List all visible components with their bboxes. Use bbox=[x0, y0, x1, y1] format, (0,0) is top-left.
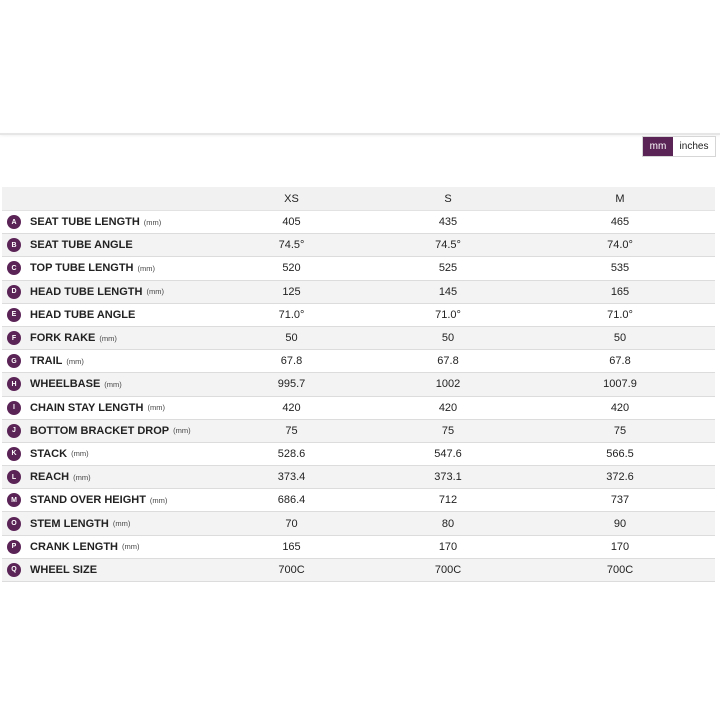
value-s: 50 bbox=[441, 332, 455, 345]
row-letter-badge: M bbox=[7, 493, 21, 507]
row-letter-badge: J bbox=[7, 424, 21, 438]
value-m: 566.5 bbox=[606, 447, 634, 460]
unit-toggle bbox=[642, 136, 716, 157]
row-label-cell bbox=[2, 331, 244, 345]
row-measurement-name: WHEELBASE bbox=[30, 378, 101, 391]
row-unit-label: (mm) bbox=[137, 263, 155, 273]
value-s: 75 bbox=[441, 424, 455, 437]
row-letter-badge: I bbox=[7, 401, 21, 415]
size-header-xs: XS bbox=[284, 192, 299, 205]
value-xs: 373.4 bbox=[277, 471, 306, 484]
value-xs: 75 bbox=[285, 424, 298, 437]
table-row bbox=[2, 466, 715, 489]
row-unit-label: (mm) bbox=[73, 472, 91, 482]
value-m: 737 bbox=[610, 494, 630, 507]
row-measurement-name: STACK bbox=[30, 447, 68, 460]
geometry-table bbox=[2, 187, 715, 582]
row-letter-badge: C bbox=[7, 261, 21, 275]
value-s: 1002 bbox=[435, 378, 461, 391]
row-letter-badge: G bbox=[7, 354, 21, 368]
value-s: 700C bbox=[434, 563, 462, 576]
value-s: 525 bbox=[438, 262, 458, 275]
row-label-cell bbox=[2, 354, 244, 368]
row-letter-badge: F bbox=[7, 331, 21, 345]
row-label-cell bbox=[2, 285, 244, 299]
row-unit-label: (mm) bbox=[71, 449, 89, 459]
value-s: 420 bbox=[438, 401, 458, 414]
table-row bbox=[2, 281, 715, 304]
row-letter-badge: A bbox=[7, 215, 21, 229]
row-measurement-name: STEM LENGTH bbox=[30, 517, 109, 530]
value-s: 435 bbox=[438, 216, 458, 229]
row-letter-badge: L bbox=[7, 470, 21, 484]
value-xs: 74.5° bbox=[278, 239, 305, 252]
value-s: 71.0° bbox=[435, 308, 461, 321]
value-m: 170 bbox=[610, 540, 630, 553]
row-unit-label: (mm) bbox=[112, 519, 131, 529]
value-m: 50 bbox=[613, 332, 627, 345]
value-s: 67.8 bbox=[437, 355, 459, 368]
size-header-s: S bbox=[444, 192, 452, 205]
table-row bbox=[2, 559, 715, 582]
table-row bbox=[2, 397, 715, 420]
row-letter-badge: D bbox=[7, 285, 21, 299]
value-xs: 67.8 bbox=[280, 355, 303, 368]
value-m: 75 bbox=[613, 424, 627, 437]
row-measurement-name: STAND OVER HEIGHT bbox=[30, 494, 146, 507]
value-m: 67.8 bbox=[609, 355, 631, 368]
table-row bbox=[2, 257, 715, 280]
value-s: 145 bbox=[438, 285, 458, 298]
table-row bbox=[2, 304, 715, 327]
row-label-cell bbox=[2, 215, 244, 229]
size-header-m: M bbox=[615, 192, 625, 205]
value-s: 170 bbox=[438, 540, 458, 553]
row-unit-label: (mm) bbox=[104, 379, 122, 389]
table-row bbox=[2, 489, 715, 512]
value-xs: 125 bbox=[282, 285, 301, 298]
table-header-row bbox=[2, 187, 715, 211]
value-m: 372.6 bbox=[606, 471, 634, 484]
row-unit-label: (mm) bbox=[66, 356, 84, 366]
mm-unit-button[interactable]: mm bbox=[643, 137, 673, 156]
value-m: 1007.9 bbox=[603, 378, 637, 391]
row-measurement-name: SEAT TUBE LENGTH bbox=[30, 216, 140, 229]
value-xs: 420 bbox=[282, 401, 301, 414]
value-xs: 520 bbox=[282, 262, 301, 275]
value-m: 700C bbox=[606, 563, 634, 576]
value-s: 80 bbox=[441, 517, 455, 530]
row-letter-badge: K bbox=[7, 447, 21, 461]
row-label-cell bbox=[2, 563, 244, 577]
row-measurement-name: HEAD TUBE LENGTH bbox=[30, 285, 143, 298]
row-label-cell bbox=[2, 470, 244, 484]
value-m: 165 bbox=[610, 285, 630, 298]
row-measurement-name: HEAD TUBE ANGLE bbox=[30, 308, 136, 321]
row-label-cell bbox=[2, 377, 244, 391]
row-unit-label: (mm) bbox=[146, 287, 164, 297]
table-row bbox=[2, 443, 715, 466]
value-xs: 165 bbox=[282, 540, 301, 553]
row-letter-badge: O bbox=[7, 517, 21, 531]
value-xs: 50 bbox=[285, 332, 298, 345]
value-m: 535 bbox=[610, 262, 630, 275]
table-row bbox=[2, 512, 715, 535]
row-unit-label: (mm) bbox=[149, 495, 168, 505]
row-measurement-name: REACH bbox=[30, 471, 70, 484]
row-label-cell bbox=[2, 308, 244, 322]
table-row bbox=[2, 234, 715, 257]
value-xs: 686.4 bbox=[277, 494, 306, 507]
row-unit-label: (mm) bbox=[173, 426, 191, 436]
value-m: 71.0° bbox=[607, 308, 633, 321]
row-unit-label: (mm) bbox=[143, 217, 162, 227]
value-s: 712 bbox=[438, 494, 458, 507]
row-measurement-name: TRAIL bbox=[30, 355, 63, 368]
row-label-cell bbox=[2, 401, 244, 415]
value-xs: 405 bbox=[282, 216, 301, 229]
row-unit-label: (mm) bbox=[147, 403, 165, 413]
top-divider bbox=[0, 133, 720, 135]
table-row bbox=[2, 211, 715, 234]
row-label-cell bbox=[2, 238, 244, 252]
row-measurement-name: CHAIN STAY LENGTH bbox=[30, 401, 144, 414]
value-xs: 528.6 bbox=[277, 447, 306, 460]
row-label-cell bbox=[2, 540, 244, 554]
value-m: 74.0° bbox=[607, 239, 633, 252]
table-row bbox=[2, 373, 715, 396]
value-m: 90 bbox=[613, 517, 627, 530]
row-label-cell bbox=[2, 493, 244, 507]
table-row bbox=[2, 350, 715, 373]
row-letter-badge: Q bbox=[7, 563, 21, 577]
row-label-cell bbox=[2, 517, 244, 531]
row-letter-badge: P bbox=[7, 540, 21, 554]
table-row bbox=[2, 420, 715, 443]
table-row bbox=[2, 327, 715, 350]
value-s: 547.6 bbox=[434, 447, 462, 460]
table-row bbox=[2, 536, 715, 559]
row-letter-badge: E bbox=[7, 308, 21, 322]
value-xs: 995.7 bbox=[277, 378, 306, 391]
value-m: 465 bbox=[610, 216, 630, 229]
value-xs: 71.0° bbox=[278, 308, 305, 321]
row-label-cell bbox=[2, 424, 244, 438]
row-unit-label: (mm) bbox=[99, 333, 117, 343]
value-xs: 700C bbox=[278, 563, 305, 576]
value-m: 420 bbox=[610, 401, 630, 414]
row-measurement-name: TOP TUBE LENGTH bbox=[30, 262, 134, 275]
row-label-cell bbox=[2, 447, 244, 461]
row-unit-label: (mm) bbox=[122, 542, 140, 552]
value-s: 74.5° bbox=[435, 239, 461, 252]
row-label-cell bbox=[2, 261, 244, 275]
inches-unit-button[interactable]: inches bbox=[673, 137, 715, 156]
value-xs: 70 bbox=[285, 517, 298, 530]
row-letter-badge: H bbox=[7, 377, 21, 391]
value-s: 373.1 bbox=[434, 471, 462, 484]
row-measurement-name: CRANK LENGTH bbox=[30, 540, 118, 553]
row-measurement-name: WHEEL SIZE bbox=[30, 563, 98, 576]
row-measurement-name: FORK RAKE bbox=[30, 332, 96, 345]
row-letter-badge: B bbox=[7, 238, 21, 252]
row-measurement-name: BOTTOM BRACKET DROP bbox=[30, 424, 170, 437]
row-measurement-name: SEAT TUBE ANGLE bbox=[30, 239, 133, 252]
